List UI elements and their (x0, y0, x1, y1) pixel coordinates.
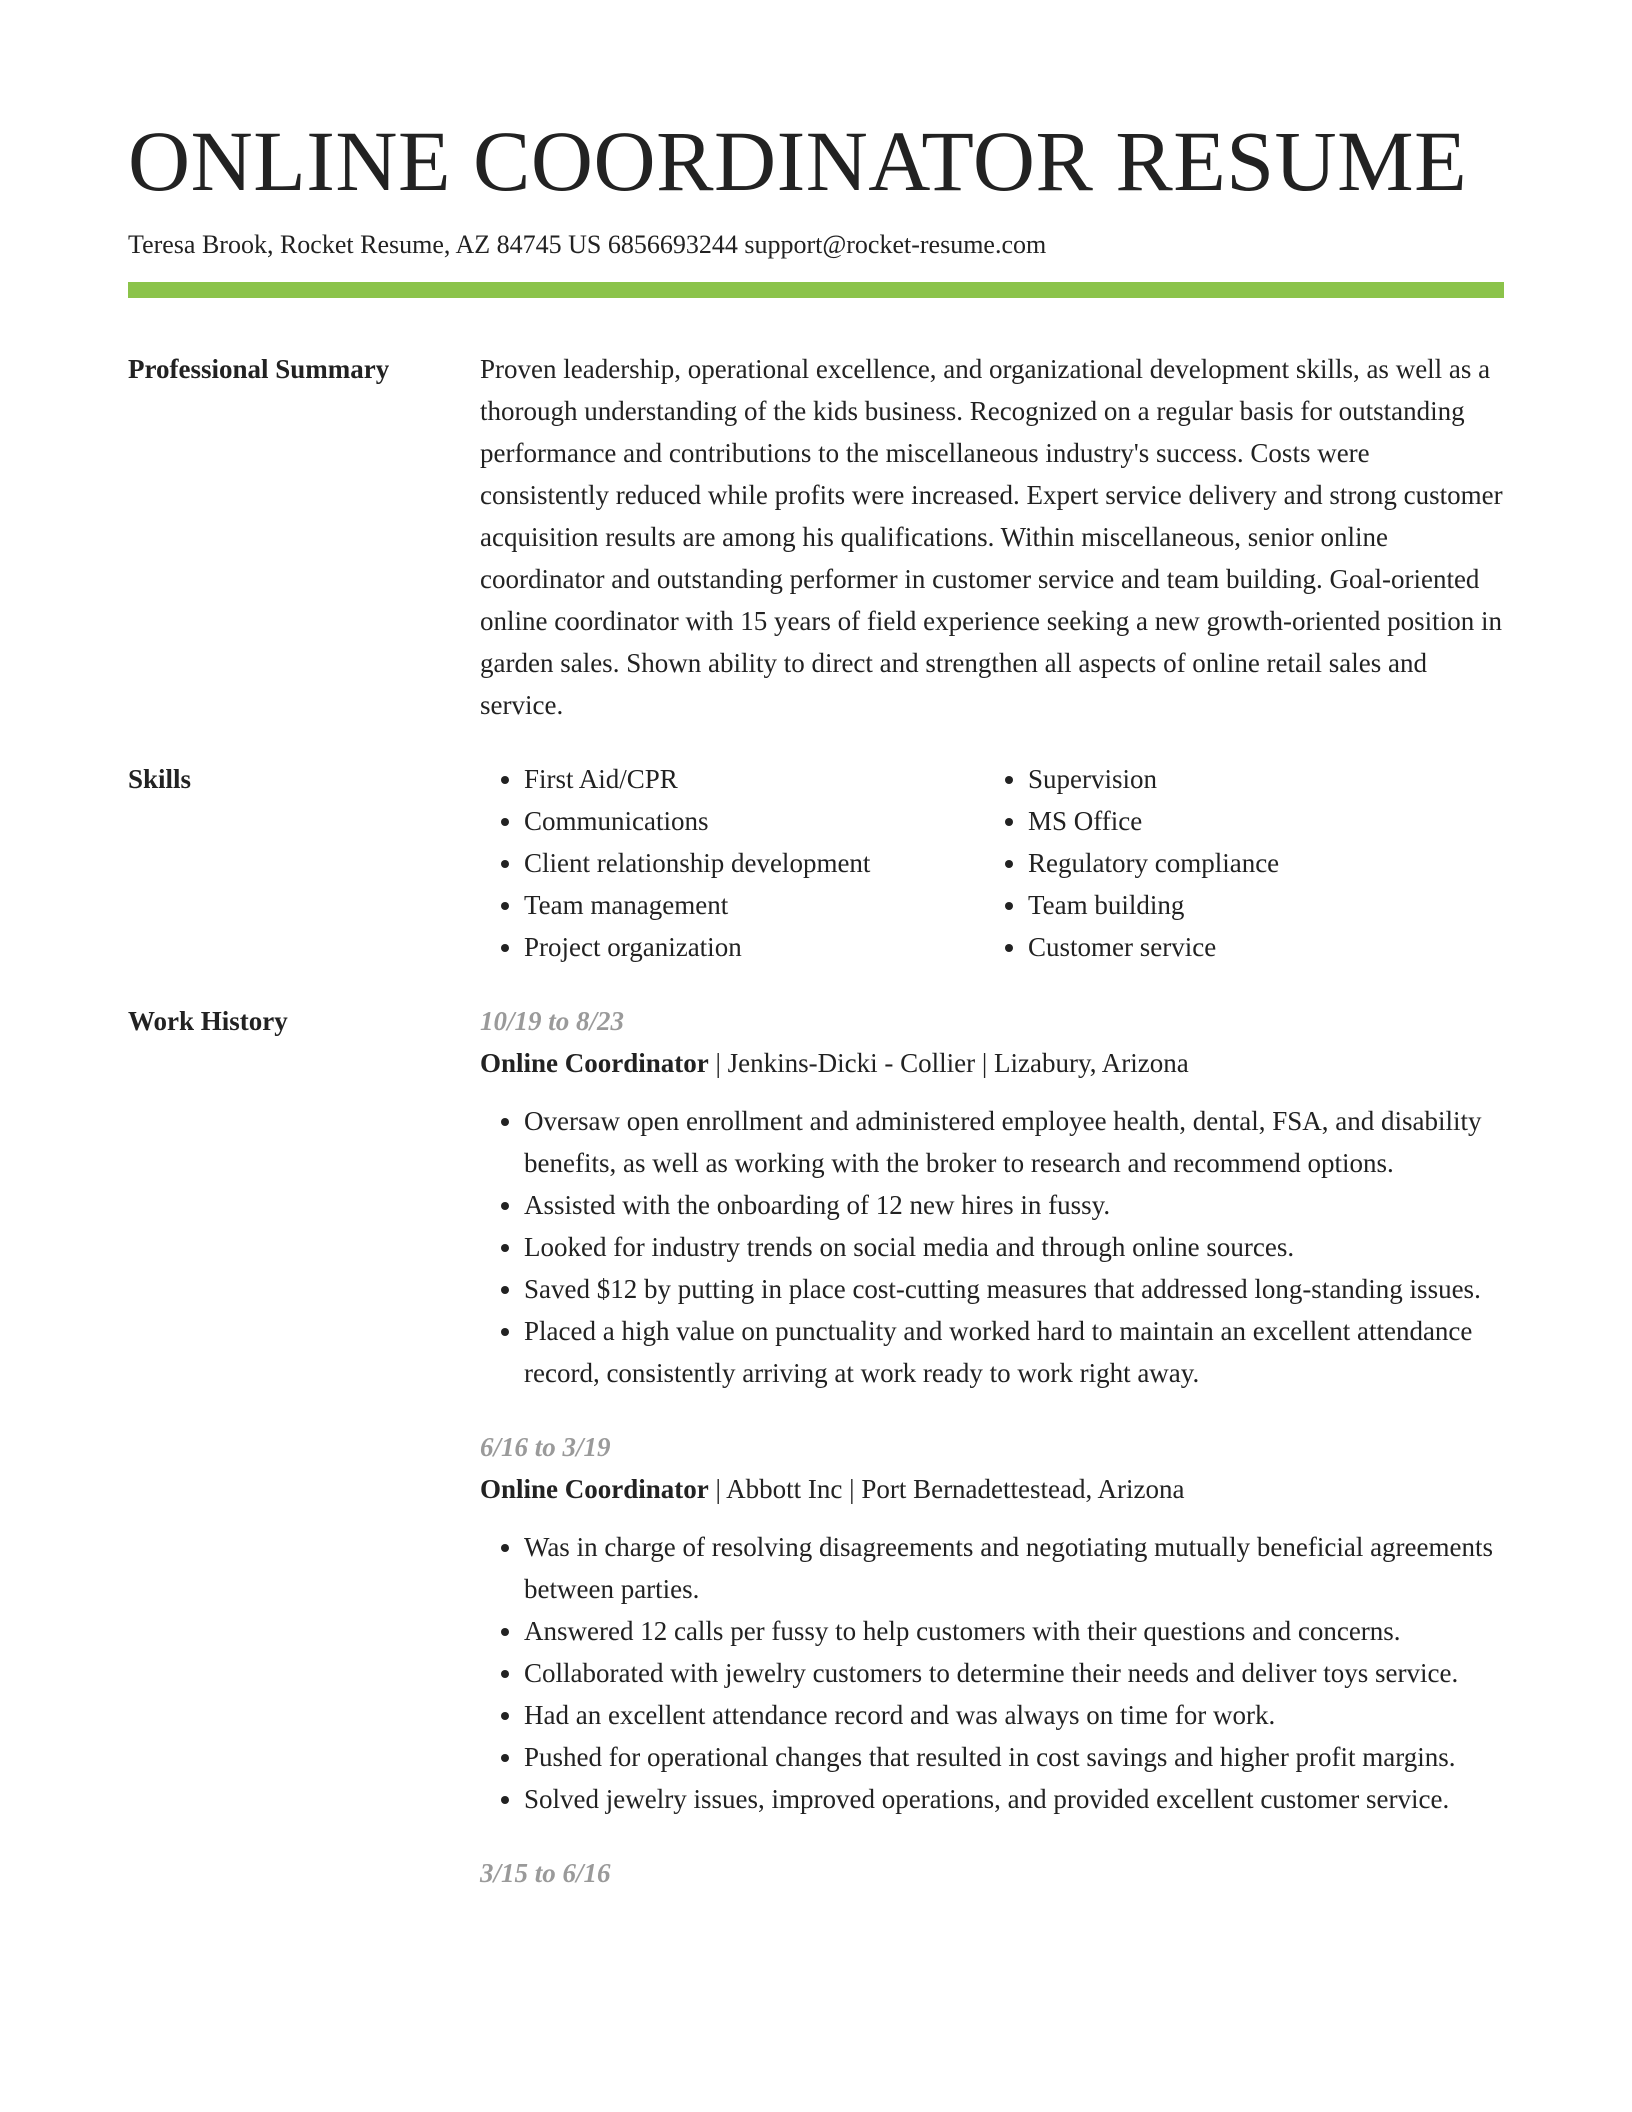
skill-item: • Team building (1028, 884, 1488, 926)
skill-item: • Team management (524, 884, 984, 926)
job-duty: • Assisted with the onboarding of 12 new hires in fussy. (524, 1184, 1504, 1226)
job-heading (480, 1468, 1504, 1510)
skill-item: • MS Office (1028, 800, 1488, 842)
job-duty: • Oversaw open enrollment and administered employee health, dental, FSA, and disability benefits, as well as working with the broker to research and recommend options. (524, 1100, 1504, 1184)
job-title: Online Coordinator (480, 1047, 709, 1078)
job-entry (480, 1426, 1504, 1820)
section-body (480, 758, 1504, 968)
skills-columns (480, 758, 1504, 968)
job-entry (480, 1852, 1504, 1894)
summary-text: Proven leadership, operational excellence, and organizational development skills, as well as a thorough understanding of the kids business. Recognized on a regular basis for outstanding performance and contributions to the miscellaneous industry's success. Costs were consistently reduced while profits were increased. Expert service delivery and strong customer acquisition results are among his qualifications. Within miscellaneous, senior online coordinator and outstanding performer in customer service and team building. Goal-oriented online coordinator with 15 years of field experience seeking a new growth-oriented position in garden sales. Shown ability to direct and strengthen all aspects of online retail sales and service. (480, 353, 1503, 720)
skill-item: • Regulatory compliance (1028, 842, 1488, 884)
job-duty: • Solved jewelry issues, improved operations, and provided excellent customer service. (524, 1778, 1504, 1820)
work-history-section (128, 1000, 1504, 1894)
skill-item: • Supervision (1028, 758, 1488, 800)
job-duty: • Had an excellent attendance record and was always on time for work. (524, 1694, 1504, 1736)
section-label: Work History (128, 1005, 288, 1036)
job-duty: • Looked for industry trends on social media and through online sources. (524, 1226, 1504, 1268)
skills-list-left (480, 758, 984, 968)
skill-item: • Communications (524, 800, 984, 842)
job-duties-list (480, 1100, 1504, 1394)
skill-item: • Project organization (524, 926, 984, 968)
job-duty: • Collaborated with jewelry customers to determine their needs and deliver toys service. (524, 1652, 1504, 1694)
job-duty: • Placed a high value on punctuality and worked hard to maintain an excellent attendance record, consistently arriving at work ready to work right away. (524, 1310, 1504, 1394)
job-heading (480, 1042, 1504, 1084)
job-dates: 10/19 to 8/23 (480, 1005, 625, 1036)
skill-item: • Customer service (1028, 926, 1488, 968)
job-title: Online Coordinator (480, 1473, 709, 1504)
professional-summary-section (128, 348, 1504, 726)
skill-item: • First Aid/CPR (524, 758, 984, 800)
job-duty: • Saved $12 by putting in place cost-cutting measures that addressed long-standing issues. (524, 1268, 1504, 1310)
job-dates: 6/16 to 3/19 (480, 1431, 611, 1462)
header-divider (128, 282, 1504, 298)
job-employer-location: | Jenkins-Dicki - Collier | Lizabury, Arizona (708, 1047, 1189, 1078)
job-duty: • Was in charge of resolving disagreements and negotiating mutually beneficial agreements between parties. (524, 1526, 1504, 1610)
job-duty: • Pushed for operational changes that resulted in cost savings and higher profit margins. (524, 1736, 1504, 1778)
job-dates: 3/15 to 6/16 (480, 1857, 611, 1888)
resume-page (128, 113, 1504, 1894)
section-body (480, 1000, 1504, 1894)
contact-line: Teresa Brook, Rocket Resume, AZ 84745 US 6856693244 support@rocket-resume.com (128, 230, 1047, 259)
job-entry (480, 1000, 1504, 1394)
skills-section (128, 758, 1504, 968)
section-label: Professional Summary (128, 353, 390, 384)
job-duties-list (480, 1526, 1504, 1820)
skill-item: • Client relationship development (524, 842, 984, 884)
resume-title: ONLINE COORDINATOR RESUME (128, 113, 1468, 209)
job-duty: • Answered 12 calls per fussy to help customers with their questions and concerns. (524, 1610, 1504, 1652)
job-employer-location: | Abbott Inc | Port Bernadettestead, Arizona (708, 1473, 1185, 1504)
section-body (480, 348, 1504, 726)
skills-list-right (984, 758, 1488, 968)
section-label: Skills (128, 763, 192, 794)
